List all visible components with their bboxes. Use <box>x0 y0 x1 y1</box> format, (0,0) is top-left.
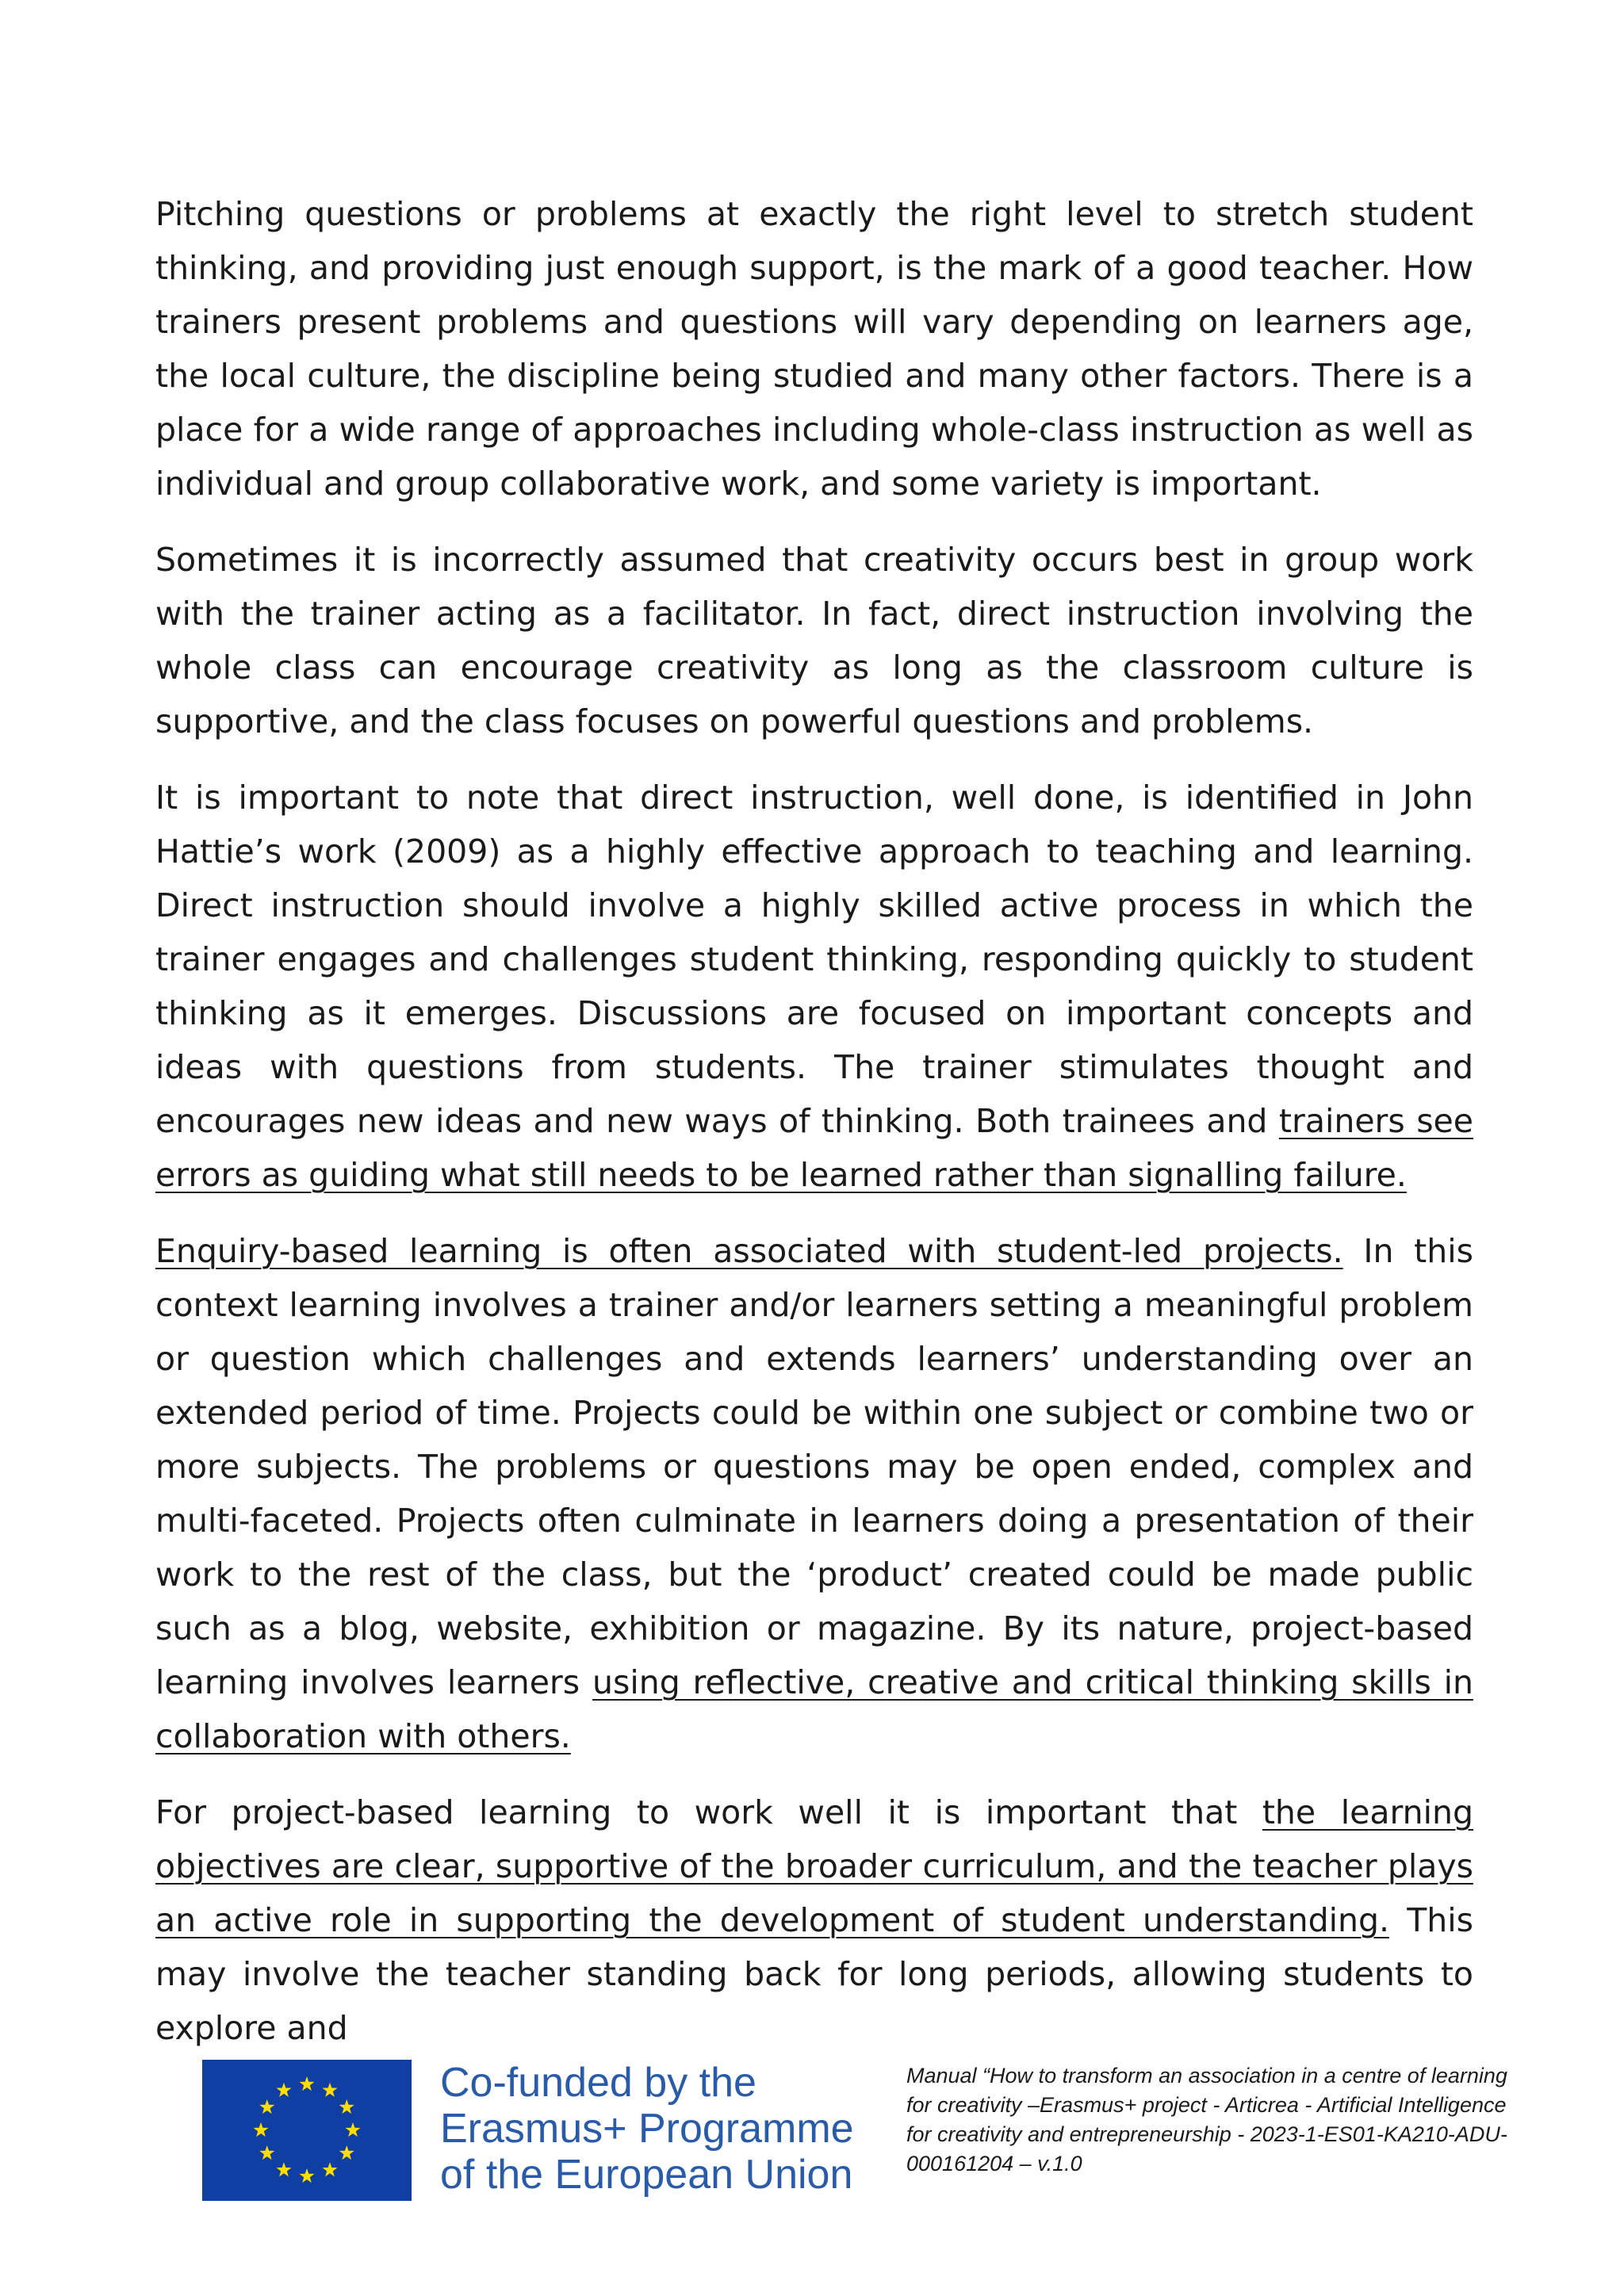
paragraph-2-text: Sometimes it is incorrectly assumed that creativity occurs best in group work with the trainer acting as a facilitator. In fact, direct instruction involving the whole class can encourage creativity as long as the classroom culture is supportive, and the class focuses on powerful questions and problems. <box>155 541 1473 740</box>
eu-flag-star <box>339 2145 354 2160</box>
paragraph-5-text: For project-based learning to work well it is important that <box>155 1793 1262 1831</box>
eu-flag-star <box>259 2099 274 2114</box>
eu-flag-star <box>299 2168 314 2183</box>
eu-flag-star <box>345 2122 360 2137</box>
paragraph-1-text: Pitching questions or problems at exactly the right level to stretch student thinking, and providing just enough support, is the mark of a good teacher. How trainers present problems and questions will vary depending on learners age, the local culture, the discipline being studied and many other factors. There is a place for a wide range of approaches including whole-class instruction as well as individual and group collaborative work, and some variety is important. <box>155 195 1473 503</box>
eu-flag-icon <box>202 2060 412 2201</box>
eu-flag-star <box>322 2083 337 2097</box>
paragraph-3 <box>155 771 1473 1202</box>
paragraph-3-text: It is important to note that direct instruction, well done, is identified in John Hattie’s work (2009) as a highly effective approach to teaching and learning. Direct instruction should involve a highly skilled active process in which the trainer engages and challenges student thinking, responding quickly to student thinking as it emerges. Discussions are focused on important concepts and ideas with questions from students. The trainer stimulates thought and encourages new ideas and new ways of thinking. Both trainees and <box>155 779 1473 1140</box>
paragraph-4 <box>155 1224 1473 1763</box>
eu-flag-star <box>322 2162 337 2176</box>
cofunded-line-1: Co-funded by the <box>440 2060 756 2106</box>
eu-flag-star <box>276 2083 291 2097</box>
manual-note: Manual “How to transform an association in a centre of learning for creativity –Erasmus+ project - Articrea - Artificial Intelligence for creativity and entrepreneurship - 2023-1-ES01-KA210-ADU-000161204 – v.1.0 <box>906 2064 1507 2175</box>
eu-flag-star <box>339 2099 354 2114</box>
cofunded-line-2: Erasmus+ Programme <box>440 2106 854 2152</box>
cofunded-text <box>440 2060 884 2198</box>
paragraph-4-underlined-lead: Enquiry-based learning is often associated with student-led projects. <box>155 1232 1343 1270</box>
eu-flag-star <box>299 2076 314 2091</box>
paragraph-5-underlined-text: the learning objectives are clear, supportive of the broader curriculum, and the teacher plays an active role in supporting the development of student understanding. <box>155 1793 1473 1939</box>
cofunded-line-3: of the European Union <box>440 2152 853 2198</box>
page-footer <box>202 2060 1507 2210</box>
paragraph-3-underlined-text: trainers see errors as guiding what still needs to be learned rather than signalling failure. <box>155 1102 1473 1194</box>
eu-flag-star <box>253 2122 268 2137</box>
eu-flag-stars <box>202 2060 412 2201</box>
eu-flag-star <box>276 2162 291 2176</box>
paragraph-2 <box>155 533 1473 748</box>
paragraph-5 <box>155 1785 1473 2055</box>
body-text <box>155 187 1473 2077</box>
paragraph-5-tail-text: This may involve the teacher standing back for long periods, allowing students to explore and <box>155 1901 1473 2047</box>
paragraph-1 <box>155 187 1473 511</box>
eu-flag-star <box>259 2145 274 2160</box>
paragraph-4-underlined-text: using reflective, creative and critical thinking skills in collaboration with others. <box>155 1663 1473 1755</box>
paragraph-4-text: In this context learning involves a trainer and/or learners setting a meaningful problem or question which challenges and extends learners’ understanding over an extended period of time. Projects could be within one subject or combine two or more subjects. The problems or questions may be open ended, complex and multi-faceted. Projects often culminate in learners doing a presentation of their work to the rest of the class, but the ‘product’ created could be made public such as a blog, website, exhibition or magazine. By its nature, project-based learning involves learners <box>155 1232 1473 1701</box>
